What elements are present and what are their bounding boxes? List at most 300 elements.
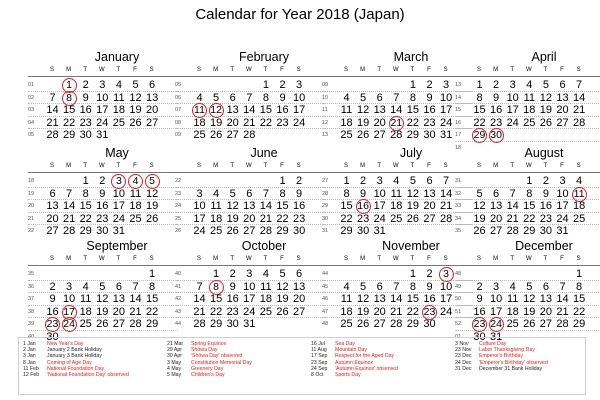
calendar-date: 2	[49, 280, 56, 293]
calendar-date: 16	[423, 293, 436, 306]
calendar-date: 2	[426, 268, 433, 280]
weekday-header: F	[427, 256, 431, 262]
calendar-date: 15	[79, 200, 92, 213]
weekday-header: T	[410, 163, 415, 169]
calendar-date: 23	[356, 212, 370, 225]
calendar-date: 21	[572, 104, 586, 117]
calendar-date: 19	[356, 305, 370, 318]
calendar-date: 30	[356, 225, 370, 238]
month-august	[455, 146, 586, 242]
calendar-date: 14	[129, 293, 142, 306]
legend-holiday-name: December 31 Bank Holiday	[479, 365, 543, 372]
calendar-date: 29	[209, 318, 223, 331]
calendar-date: 18	[390, 200, 403, 213]
month-october	[175, 239, 306, 335]
holiday-date: 11	[192, 103, 207, 118]
weekday-header: T	[510, 256, 515, 262]
week-number: 19	[28, 190, 35, 197]
calendar-date: 3	[196, 187, 203, 200]
calendar-date: 23	[226, 305, 239, 318]
calendar-date: 9	[229, 280, 236, 293]
legend-holiday-name: Children's Day	[191, 371, 225, 378]
week-number: 40	[28, 334, 35, 340]
calendar-date: 13	[539, 293, 553, 306]
calendar-date: 13	[112, 293, 126, 306]
week-number: 47	[322, 308, 329, 315]
calendar-date: 19	[145, 200, 159, 213]
calendar-date: 27	[373, 318, 386, 331]
weekday-header: S	[576, 163, 581, 169]
calendar-date: 21	[46, 116, 59, 129]
week-number: 24	[175, 203, 182, 210]
weekday-header: T	[83, 256, 88, 262]
header-rule	[175, 265, 325, 266]
calendar-date: 5	[542, 79, 549, 91]
weekday-header: F	[133, 67, 137, 73]
weekday-header: T	[83, 163, 88, 169]
calendar-date: 18	[340, 116, 353, 129]
calendar-date: 21	[439, 200, 453, 213]
month-june	[175, 146, 306, 242]
calendar-date: 3	[493, 280, 500, 293]
calendar-date: 23	[276, 116, 289, 129]
weekday-header: T	[410, 67, 415, 73]
calendar-date: 29	[406, 129, 420, 142]
calendar-date: 17	[506, 104, 519, 117]
calendar-date: 14	[193, 293, 206, 306]
calendar-date: 3	[376, 175, 383, 187]
week-number: 13	[455, 82, 462, 88]
calendar-date: 11	[260, 280, 272, 293]
calendar-date: 18	[259, 293, 273, 306]
calendar-date: 16	[423, 104, 436, 117]
week-number: 25	[175, 215, 182, 222]
legend-date: 11 Aug	[311, 347, 327, 354]
legend-date: 12 Feb	[23, 371, 40, 378]
calendar-date: 17	[96, 104, 109, 117]
calendar-date: 17	[193, 212, 206, 225]
weekday-header: T	[543, 67, 548, 73]
calendar-date: 26	[226, 225, 239, 238]
weekday-header: T	[543, 256, 548, 262]
calendar-date: 5	[360, 91, 367, 104]
weekday-header: W	[245, 163, 252, 169]
calendar-date: 18	[79, 305, 92, 318]
week-number: 09	[322, 82, 329, 88]
calendar-date: 8	[409, 280, 416, 293]
legend-date: 23 Dec	[455, 353, 472, 360]
week-number: 18	[455, 145, 462, 151]
holiday-legend	[18, 337, 586, 395]
legend-holiday-name: National Foundation Day	[47, 365, 105, 372]
legend-date: 4 May	[167, 365, 182, 372]
calendar-date: 15	[62, 104, 76, 117]
week-number: 31	[455, 178, 462, 184]
calendar-date: 22	[145, 305, 159, 318]
calendar-date: 15	[259, 104, 273, 117]
holiday-date: 21	[390, 116, 403, 129]
calendar-date: 6	[542, 280, 549, 293]
calendar-date: 19	[276, 293, 289, 306]
month-name: September	[86, 239, 148, 253]
legend-date: 31 Dec	[455, 365, 472, 372]
calendar-date: 21	[193, 305, 206, 318]
calendar-date: 22	[209, 305, 223, 318]
weekday-header: F	[133, 163, 137, 169]
week-number: 42	[175, 296, 182, 303]
weekday-header: S	[49, 163, 54, 169]
calendar-date: 11	[79, 293, 92, 306]
calendar-date: 7	[509, 187, 516, 200]
calendar-date: 19	[226, 212, 239, 225]
calendar-date: 7	[196, 280, 203, 293]
calendar-date: 20	[373, 116, 386, 129]
calendar-date: 31	[112, 225, 126, 238]
calendar-date: 16	[226, 293, 239, 306]
week-number: 28	[322, 190, 329, 197]
calendar-date: 30	[423, 318, 436, 331]
month-name: April	[531, 50, 557, 64]
month-july	[322, 146, 453, 242]
week-number: 23	[175, 190, 182, 197]
calendar-date: 10	[96, 91, 109, 104]
calendar-date: 5	[132, 79, 139, 91]
calendar-date: 5	[526, 280, 533, 293]
calendar-date: 1	[409, 268, 416, 280]
legend-holiday-name: January 2 Bank Holiday	[47, 347, 102, 354]
calendar-date: 8	[279, 187, 286, 200]
calendar-date: 10	[489, 293, 503, 306]
calendar-date: 18	[506, 305, 519, 318]
month-may	[28, 146, 159, 242]
calendar-date: 27	[556, 116, 569, 129]
calendar-date: 14	[62, 200, 76, 213]
week-number: 44	[175, 321, 182, 328]
calendar-date: 26	[356, 129, 370, 142]
weekday-header: W	[98, 163, 105, 169]
week-number: 06	[175, 94, 182, 101]
calendar-date: 31	[373, 225, 386, 238]
calendar-date: 21	[556, 305, 569, 318]
week-number: 43	[175, 308, 182, 315]
calendar-date: 5	[229, 187, 236, 200]
calendar-date: 14	[556, 293, 569, 306]
month-name: June	[250, 146, 278, 160]
header-rule	[455, 172, 600, 173]
weekday-header: T	[377, 163, 382, 169]
calendar-date: 16	[46, 305, 59, 318]
legend-column	[311, 341, 398, 378]
calendar-date: 26	[473, 225, 486, 238]
calendar-date: 1	[149, 268, 156, 280]
calendar-date: 3	[246, 268, 253, 280]
calendar-date: 3	[296, 79, 303, 91]
calendar-date: 13	[373, 104, 386, 117]
calendar-date: 8	[343, 187, 350, 200]
calendar-date: 9	[279, 91, 286, 104]
week-number: 49	[455, 283, 462, 290]
calendar-date: 9	[542, 187, 549, 200]
week-number: 34	[455, 215, 462, 222]
calendar-date: 12	[276, 280, 289, 293]
calendar-date: 27	[46, 225, 59, 238]
calendar-date: 27	[226, 129, 239, 142]
calendar-date: 20	[292, 293, 306, 306]
calendar-date: 29	[572, 318, 586, 331]
calendar-date: 20	[145, 104, 159, 117]
weekday-header: W	[525, 67, 532, 73]
calendar-date: 7	[393, 91, 400, 104]
calendar-date: 9	[426, 280, 433, 293]
calendar-date: 17	[556, 200, 569, 213]
calendar-date: 15	[145, 293, 159, 306]
calendar-date: 30	[292, 225, 306, 238]
calendar-date: 7	[132, 280, 139, 293]
calendar-date: 29	[276, 225, 289, 238]
calendar-date: 21	[129, 305, 142, 318]
calendar-date: 4	[343, 280, 350, 293]
holiday-date: 17	[63, 305, 75, 318]
holiday-date: 3	[111, 174, 126, 189]
calendar-date: 10	[439, 91, 453, 104]
week-number: 03	[28, 107, 35, 114]
calendar-date: 28	[193, 318, 206, 331]
week-number: 21	[28, 215, 35, 222]
calendar-date: 10	[112, 187, 126, 200]
legend-holiday-name: 'Autumn Equinox' observed	[335, 365, 398, 372]
weekday-header: W	[525, 256, 532, 262]
legend-date: 30 Apr	[167, 353, 182, 360]
calendar-date: 28	[243, 129, 256, 142]
weekday-header: T	[83, 67, 88, 73]
calendar-date: 10	[506, 91, 519, 104]
legend-date: 11 Feb	[23, 365, 39, 372]
calendar-date: 4	[343, 91, 350, 104]
weekday-header: M	[493, 163, 499, 169]
calendar-date: 17	[373, 200, 386, 213]
calendar-date: 7	[66, 187, 73, 200]
calendar-date: 19	[406, 200, 420, 213]
calendar-date: 21	[243, 116, 256, 129]
legend-date: 24 Dec	[455, 359, 472, 366]
calendar-date: 28	[506, 225, 519, 238]
weekday-header: F	[427, 67, 431, 73]
weekday-header: T	[510, 163, 515, 169]
weekday-header: S	[196, 67, 201, 73]
calendar-date: 26	[539, 116, 553, 129]
calendar-date: 1	[409, 79, 416, 91]
weekday-header: T	[263, 256, 268, 262]
calendar-date: 1	[576, 268, 583, 280]
week-number: 32	[455, 190, 462, 197]
calendar-date: 14	[439, 187, 453, 200]
calendar-date: 9	[493, 91, 500, 104]
calendar-date: 1	[343, 175, 350, 187]
calendar-date: 28	[129, 318, 142, 331]
weekday-header: S	[576, 67, 581, 73]
calendar-date: 6	[376, 91, 383, 104]
calendar-date: 14	[572, 91, 586, 104]
week-number: 36	[28, 283, 35, 290]
calendar-date: 20	[226, 116, 239, 129]
calendar-date: 6	[229, 91, 236, 104]
holiday-date: 3	[439, 267, 454, 282]
calendar-date: 6	[149, 79, 156, 91]
week-number: 16	[455, 119, 462, 126]
legend-date: 29 Apr	[167, 347, 182, 354]
legend-holiday-name: Shōwa Day	[191, 347, 218, 354]
calendar-date: 22	[79, 212, 92, 225]
calendar-date: 8	[476, 91, 483, 104]
calendar-date: 13	[423, 187, 436, 200]
calendar-date: 8	[149, 280, 156, 293]
calendar-date: 15	[340, 200, 353, 213]
calendar-date: 26	[96, 318, 109, 331]
calendar-date: 9	[82, 91, 89, 104]
calendar-date: 4	[115, 79, 122, 91]
legend-date: 8 Oct	[311, 371, 324, 378]
calendar-date: 4	[262, 268, 269, 280]
calendar-date: 12	[356, 104, 370, 117]
weekday-header: T	[410, 256, 415, 262]
calendar-date: 12	[129, 91, 142, 104]
calendar-date: 14	[259, 200, 273, 213]
calendar-date: 29	[340, 225, 353, 238]
calendar-date: 19	[523, 305, 536, 318]
calendar-date: 30	[79, 129, 92, 142]
week-number: 02	[28, 94, 35, 101]
calendar-date: 18	[193, 116, 206, 129]
calendar-date: 2	[493, 79, 500, 91]
calendar-date: 19	[356, 116, 370, 129]
calendar-date: 31	[96, 129, 109, 142]
calendar-date: 14	[506, 200, 519, 213]
week-number: 48	[455, 271, 462, 277]
legend-holiday-name: Labor Thanksgiving Day	[479, 347, 535, 354]
month-name: March	[393, 50, 429, 64]
weekday-header: F	[280, 67, 284, 73]
weekday-header: M	[360, 67, 366, 73]
weekday-header: T	[377, 256, 382, 262]
holiday-date: 4	[128, 174, 143, 189]
calendar-date: 9	[49, 293, 56, 306]
calendar-date: 13	[145, 91, 159, 104]
calendar-date: 10	[373, 187, 386, 200]
calendar-date: 11	[340, 293, 353, 306]
calendar-date: 25	[129, 212, 142, 225]
calendar-date: 18	[112, 104, 126, 117]
holiday-date: 23	[473, 318, 486, 331]
header-rule	[28, 76, 178, 77]
legend-holiday-name: Sports Day	[335, 371, 361, 378]
calendar-date: 7	[559, 280, 566, 293]
calendar-date: 5	[360, 280, 367, 293]
header-rule	[322, 265, 472, 266]
calendar-date: 7	[246, 91, 253, 104]
calendar-date: 2	[426, 79, 433, 91]
weekday-header: F	[560, 256, 564, 262]
calendar-date: 11	[113, 91, 125, 104]
calendar-date: 22	[406, 116, 420, 129]
calendar-date: 13	[243, 200, 256, 213]
calendar-date: 21	[390, 305, 403, 318]
header-rule	[28, 265, 178, 266]
calendar-date: 13	[226, 104, 239, 117]
holiday-date: 24	[63, 318, 75, 331]
holiday-date: 24	[490, 318, 502, 331]
calendar-date: 28	[556, 318, 569, 331]
page-title: Calendar for Year 2018 (Japan)	[195, 6, 405, 23]
weekday-header: S	[576, 256, 581, 262]
calendar-date: 25	[193, 129, 206, 142]
calendar-date: 21	[259, 212, 273, 225]
calendar-date: 22	[62, 116, 76, 129]
calendar-date: 8	[262, 91, 269, 104]
calendar-date: 12	[523, 293, 536, 306]
calendar-date: 2	[229, 268, 236, 280]
calendar-date: 24	[373, 212, 386, 225]
calendar-date: 31	[243, 318, 256, 331]
weekday-header: M	[213, 256, 219, 262]
calendar-date: 1	[213, 268, 220, 280]
calendar-date: 17	[112, 200, 126, 213]
week-number: 40	[175, 271, 182, 277]
calendar-date: 20	[46, 212, 59, 225]
calendar-date: 17	[439, 293, 453, 306]
week-number: 14	[455, 94, 462, 101]
legend-date: 5 May	[167, 371, 182, 378]
holiday-date: 11	[572, 187, 587, 202]
calendar-date: 8	[526, 187, 533, 200]
calendar-date: 31	[556, 225, 569, 238]
weekday-header: S	[296, 256, 301, 262]
calendar-date: 11	[523, 91, 535, 104]
weekday-header: T	[116, 67, 121, 73]
calendar-date: 25	[259, 305, 273, 318]
legend-holiday-name: Greenery Day	[191, 365, 224, 372]
weekday-header: S	[343, 256, 348, 262]
week-number: 09	[175, 132, 182, 139]
week-number: 07	[175, 107, 182, 114]
week-number: 08	[175, 119, 182, 126]
legend-date: 3 Jan	[23, 353, 36, 360]
week-number: 12	[322, 119, 329, 126]
header-rule	[455, 265, 600, 266]
weekday-header: M	[360, 256, 366, 262]
weekday-header: S	[343, 67, 348, 73]
calendar-date: 13	[292, 280, 306, 293]
calendar-date: 2	[279, 79, 286, 91]
calendar-date: 16	[489, 104, 503, 117]
calendar-date: 22	[572, 305, 586, 318]
calendar-date: 31	[439, 129, 453, 142]
month-february	[175, 50, 306, 146]
week-number: 01	[28, 82, 35, 88]
calendar-date: 6	[426, 175, 433, 187]
calendar-date: 9	[296, 187, 303, 200]
weekday-header: S	[476, 67, 481, 73]
week-number: 31	[322, 228, 329, 235]
weekday-header: S	[476, 163, 481, 169]
weekday-header: F	[280, 163, 284, 169]
week-number: 50	[455, 296, 462, 303]
calendar-date: 27	[145, 116, 159, 129]
calendar-date: 13	[556, 91, 569, 104]
calendar-date: 23	[489, 116, 503, 129]
month-december	[455, 239, 586, 343]
weekday-header: T	[116, 163, 121, 169]
calendar-date: 14	[390, 293, 403, 306]
